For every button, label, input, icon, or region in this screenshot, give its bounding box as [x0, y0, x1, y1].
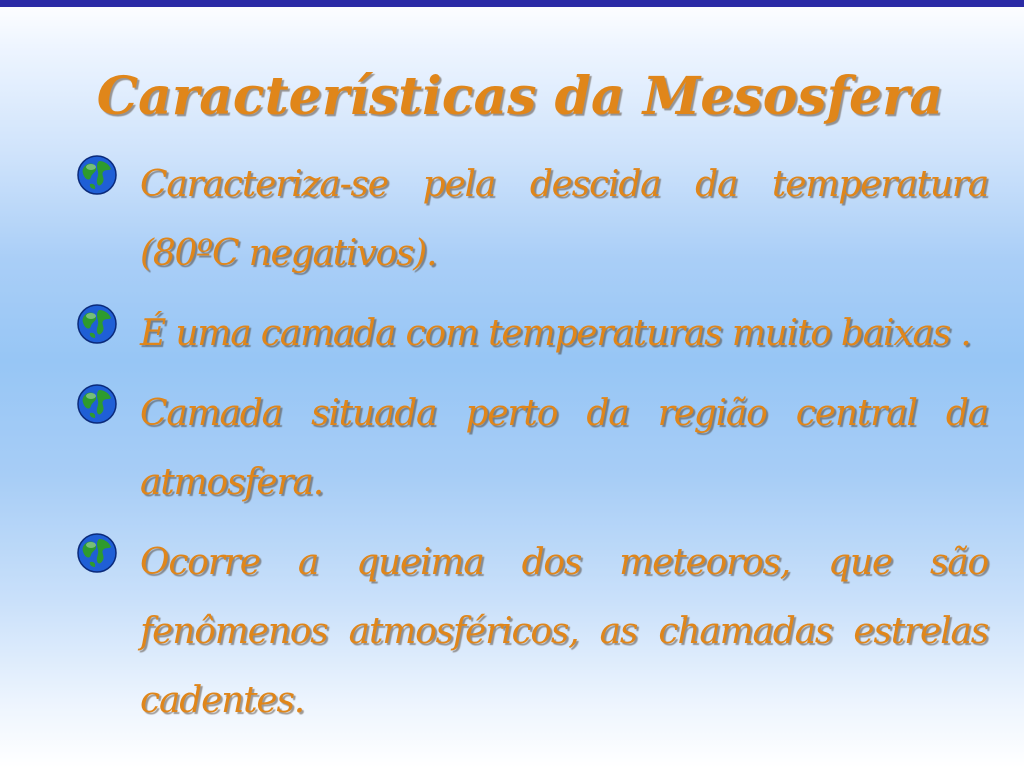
bullet-item — [76, 379, 988, 517]
top-accent-bar — [0, 0, 1024, 7]
bullet-list — [76, 150, 988, 746]
bullet-item — [76, 528, 988, 735]
bullet-text: É uma camada com temperaturas muito baixas . — [140, 313, 971, 354]
slide-title: Características da Mesosfera — [96, 66, 944, 127]
globe-icon — [76, 303, 118, 345]
bullet-text: Ocorre a queima dos meteoros, que são fenômenos atmosféricos, as chamadas estrelas cadentes. — [140, 542, 988, 721]
bullet-text: Camada situada perto da região central da atmosfera. — [140, 393, 988, 503]
globe-icon — [76, 532, 118, 574]
globe-icon — [76, 383, 118, 425]
bullet-item — [76, 150, 988, 288]
globe-icon — [76, 154, 118, 196]
bullet-item — [76, 299, 988, 368]
bullet-text: Caracteriza-se pela descida da temperatura (80ºC negativos). — [140, 164, 988, 274]
